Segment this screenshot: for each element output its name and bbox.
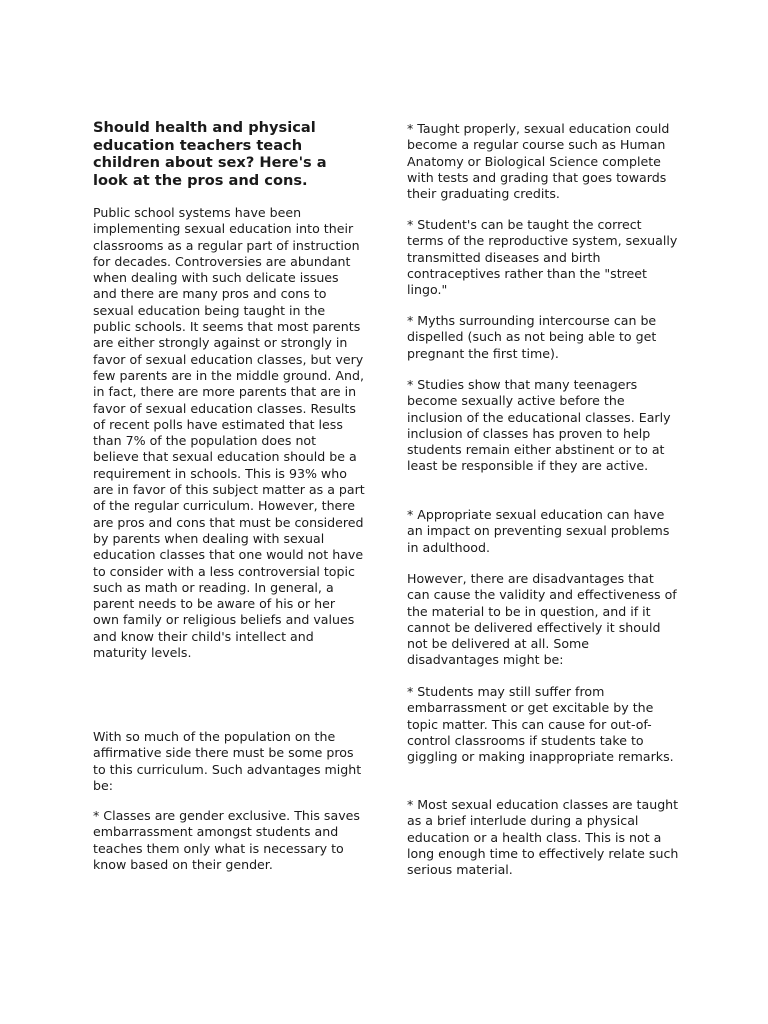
- advantage-regular-course: * Taught properly, sexual education could become a regular course such as Human Anatomy or Biological Science complete with tests and grading that goes towards their graduating credits.: [407, 121, 670, 202]
- advantage-correct-terms: * Student's can be taught the correct terms of the reproductive system, sexually transmitted diseases and birth contraceptives rather than the "street lingo.": [407, 217, 678, 298]
- advantage-adulthood: * Appropriate sexual education can have an impact on preventing sexual problems in adulthood.: [407, 507, 670, 555]
- advantage-dispel-myths: * Myths surrounding intercourse can be dispelled (such as not being able to get pregnant the first time).: [407, 313, 657, 361]
- disadvantage-embarrassment: * Students may still suffer from embarrassment or get excitable by the topic matter. This can cause for out-of-control classrooms if students take to giggling or making inappropriate remarks.: [407, 684, 674, 765]
- advantage-gender-exclusive: * Classes are gender exclusive. This saves embarrassment amongst students and teaches them only what is necessary to know based on their gender.: [93, 808, 360, 872]
- article-title: Should health and physical education teachers teach children about sex? Here's a look at the pros and cons.: [93, 119, 327, 189]
- advantages-intro-paragraph: With so much of the population on the affirmative side there must be some pros to this curriculum. Such advantages might be:: [93, 729, 362, 793]
- intro-paragraph: Public school systems have been implementing sexual education into their classrooms as a regular part of instruction for decades. Controversies are abundant when dealing with such delicate issues and there are many pros and cons to sexual education being taught in the public schools. It seems that most parents are either strongly against or strongly in favor of sexual education classes, but very few parents are in the middle ground. And, in fact, there are more parents that are in favor of sexual education classes. Results of recent polls have estimated that less than 7% of the population does not believe that sexual education should be a requirement in schools. This is 93% who are in favor of this subject matter as a part of the regular curriculum. However, there are pros and cons that must be considered by parents when dealing with sexual education classes that one would not have to consider with a less controversial topic such as math or reading. In general, a parent needs to be aware of his or her own family or religious beliefs and values and know their child's intellect and maturity levels.: [93, 205, 365, 661]
- disadvantages-intro-paragraph: However, there are disadvantages that can cause the validity and effectiveness of the material to be in question, and if it cannot be delivered effectively it should not be delivered at all. Some disadvantages might be:: [407, 571, 677, 668]
- disadvantage-brief-interlude: * Most sexual education classes are taught as a brief interlude during a physical education or a health class. This is not a long enough time to effectively relate such serious material.: [407, 797, 679, 878]
- advantage-early-inclusion: * Studies show that many teenagers become sexually active before the inclusion of the educational classes. Early inclusion of classes has proven to help students remain either abstinent or to at least be responsible if they are active.: [407, 377, 671, 474]
